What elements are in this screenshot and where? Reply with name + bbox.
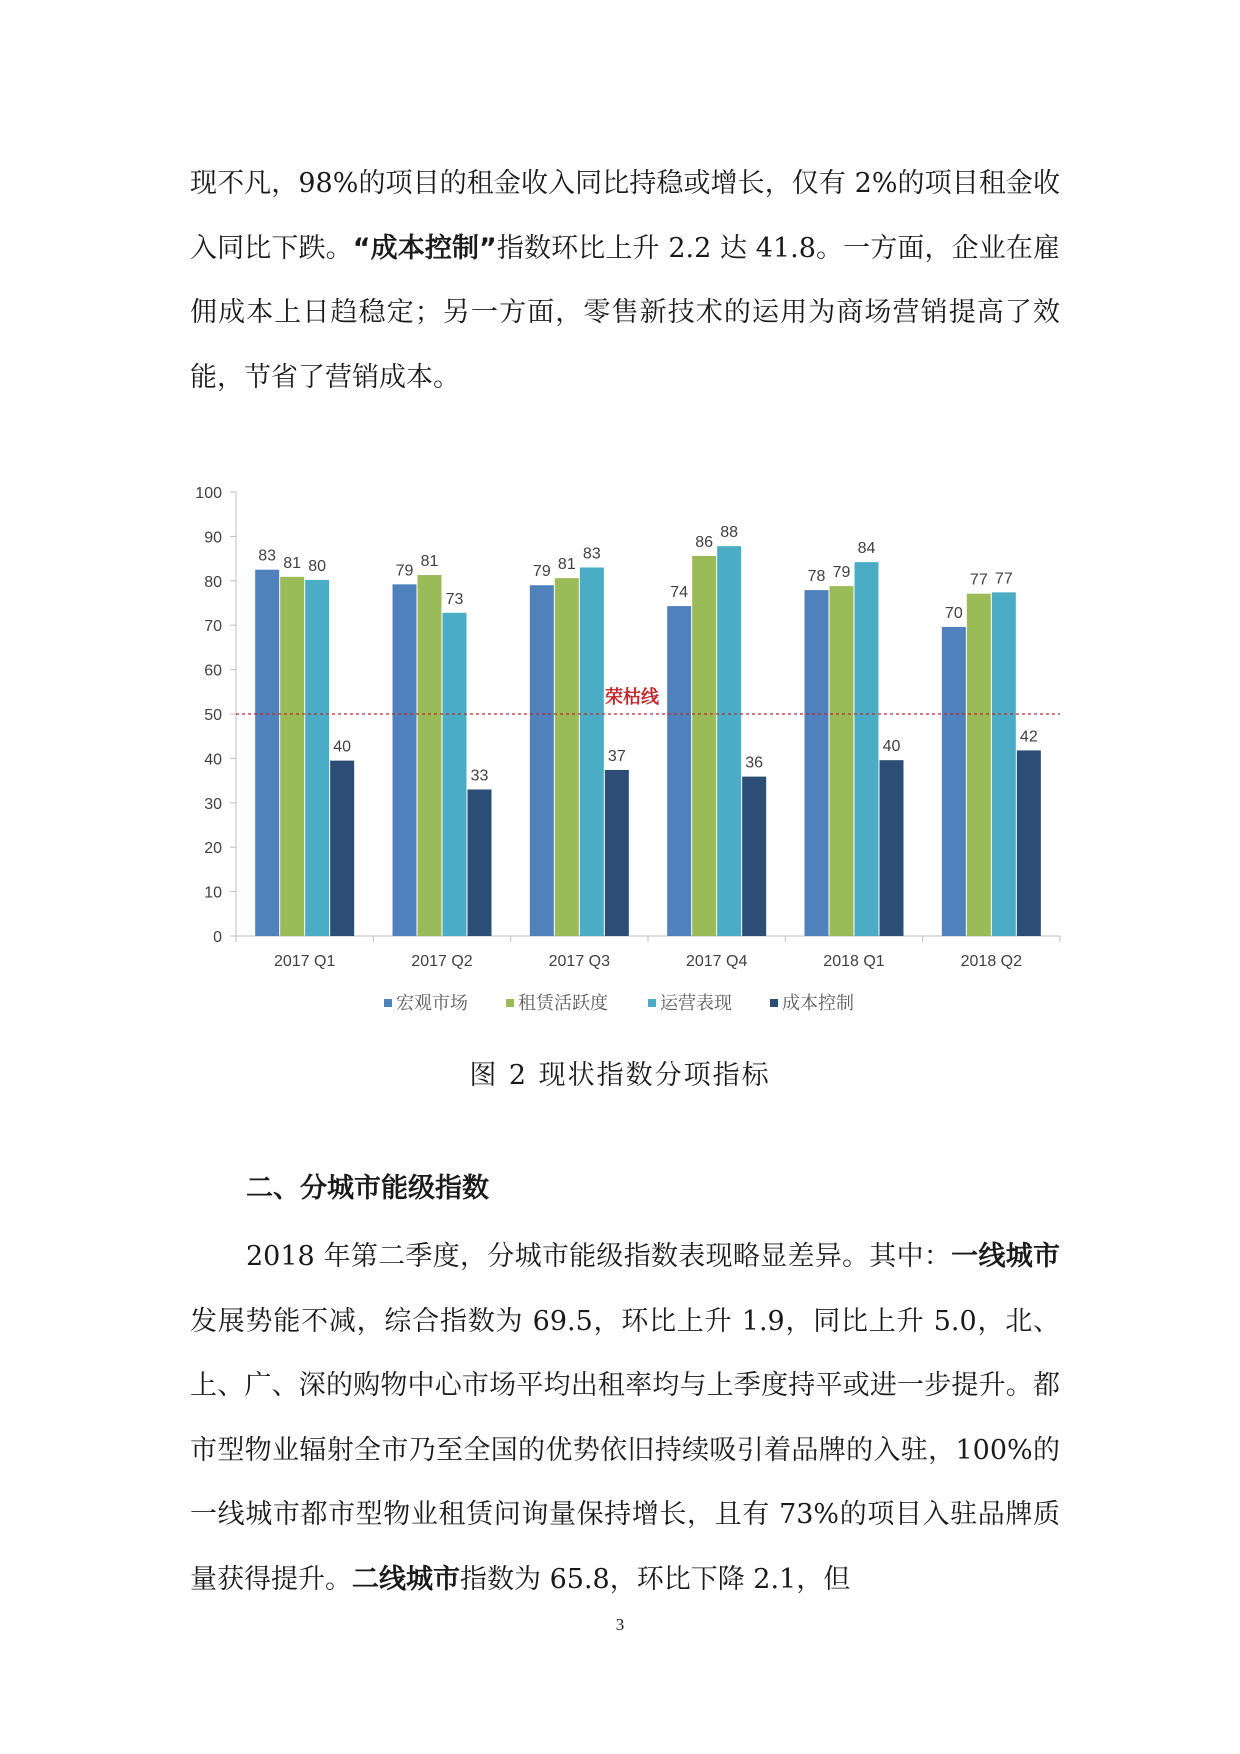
bar xyxy=(255,570,279,936)
bar-value-label: 79 xyxy=(832,564,851,582)
y-tick-label: 60 xyxy=(204,662,222,680)
bar-value-label: 70 xyxy=(944,604,963,622)
para2-run: 发展势能不减，综合指数为 69.5，环比上升 1.9，同比上升 5.0，北、上、广、深的购物中心市场平均出租率均与上季度持平或进一步提升。都市型物业辐射全市乃至全国的优势依旧持续吸引着品牌的入驻，100%的一线城市都市型物业租赁问询量保持增长，且有 73%的项目入驻品牌质量获得提升。 xyxy=(190,1305,1060,1595)
y-tick-label: 90 xyxy=(204,529,222,547)
bar xyxy=(667,606,691,936)
y-tick-label: 0 xyxy=(213,929,222,946)
bar-value-label: 81 xyxy=(283,554,302,572)
bar xyxy=(880,760,904,936)
bar xyxy=(992,592,1016,936)
bar-value-label: 86 xyxy=(695,533,714,551)
y-tick-label: 30 xyxy=(204,795,222,813)
bar xyxy=(555,578,579,936)
bar-value-label: 84 xyxy=(857,540,876,558)
bar-value-label: 78 xyxy=(807,568,826,586)
legend-label: 宏观市场 xyxy=(396,993,468,1013)
para1-run: 指数环比上升 2.2 达 41.8。一方面，企业在雇佣成本上日趋稳定；另一方面，零售新技术的运用为商场营销提高了效能，节省了营销成本。 xyxy=(190,232,1060,393)
bar-value-label: 36 xyxy=(745,754,764,772)
bar-value-label: 33 xyxy=(470,767,489,785)
para1-run: “成本控制” xyxy=(352,232,497,264)
bar xyxy=(942,627,966,936)
y-tick-label: 20 xyxy=(204,840,222,858)
y-tick-label: 40 xyxy=(204,751,222,769)
bar-value-label: 81 xyxy=(557,556,576,574)
x-tick-label: 2017 Q2 xyxy=(411,953,473,970)
bar xyxy=(580,567,604,936)
y-tick-label: 10 xyxy=(204,884,222,902)
bar-value-label: 42 xyxy=(1019,728,1038,746)
bar-chart xyxy=(0,470,1240,1030)
figure-caption: 图 2 现状指数分项指标 xyxy=(469,1060,771,1091)
bar xyxy=(305,580,329,936)
legend-swatch xyxy=(770,999,778,1007)
bar-value-label: 77 xyxy=(969,571,988,589)
y-tick-label: 100 xyxy=(195,485,222,502)
bar-value-label: 83 xyxy=(582,545,601,563)
bar xyxy=(805,590,829,936)
bar xyxy=(967,594,991,936)
reference-line-label: 荣枯线 xyxy=(605,687,659,707)
y-tick-label: 50 xyxy=(204,707,222,724)
para2-run: 二线城市 xyxy=(352,1563,460,1595)
y-tick-label: 80 xyxy=(204,573,222,591)
bar-value-label: 40 xyxy=(333,738,352,756)
bar-value-label: 80 xyxy=(308,557,327,575)
bar xyxy=(530,585,554,936)
body-paragraph-1 xyxy=(190,152,1060,410)
legend-label: 租赁活跃度 xyxy=(518,993,608,1013)
bar xyxy=(1017,750,1041,936)
x-tick-label: 2017 Q4 xyxy=(685,953,748,970)
bar-value-label: 37 xyxy=(607,747,626,765)
y-tick-label: 70 xyxy=(204,618,222,636)
bar xyxy=(418,575,442,936)
bar xyxy=(468,789,492,936)
bar-value-label: 83 xyxy=(258,547,277,565)
page-number: 3 xyxy=(615,1615,625,1634)
bar-value-label: 81 xyxy=(420,553,439,571)
legend-label: 成本控制 xyxy=(782,993,854,1013)
para2-run: 一线城市 xyxy=(951,1241,1061,1272)
bar xyxy=(742,777,766,936)
bar-value-label: 88 xyxy=(720,524,739,542)
bar xyxy=(443,613,467,936)
bar xyxy=(330,761,354,936)
para2-run: 2018 年第二季度，分城市能级指数表现略显差异。其中： xyxy=(246,1241,952,1272)
bar xyxy=(280,577,304,936)
bar-value-label: 73 xyxy=(445,590,464,608)
bar xyxy=(855,562,879,936)
x-tick-label: 2018 Q2 xyxy=(960,953,1023,970)
para2-run: 指数为 65.8，环比下降 2.1，但 xyxy=(460,1563,851,1595)
x-tick-label: 2017 Q3 xyxy=(548,953,611,970)
body-paragraph-2 xyxy=(190,1225,1060,1612)
bar-value-label: 74 xyxy=(670,584,689,602)
legend-swatch xyxy=(648,999,656,1007)
bar xyxy=(393,584,417,936)
legend-swatch xyxy=(384,999,392,1007)
bar xyxy=(605,770,629,936)
bar-value-label: 40 xyxy=(882,738,901,756)
bar-value-label: 79 xyxy=(395,562,414,580)
bar-value-label: 77 xyxy=(994,570,1013,588)
bar xyxy=(717,546,741,936)
x-tick-label: 2018 Q1 xyxy=(823,953,885,970)
bar-value-label: 79 xyxy=(532,563,551,581)
x-tick-label: 2017 Q1 xyxy=(273,953,336,970)
section-heading: 二、分城市能级指数 xyxy=(246,1173,489,1204)
para1-run: 现不凡，98%的项目的租金收入同比持稳或增长，仅有 2%的项目租金收入同比下跌。 xyxy=(190,168,1060,264)
bar xyxy=(692,556,716,936)
bar xyxy=(830,586,854,936)
legend-swatch xyxy=(506,999,514,1007)
legend-label: 运营表现 xyxy=(660,993,732,1013)
